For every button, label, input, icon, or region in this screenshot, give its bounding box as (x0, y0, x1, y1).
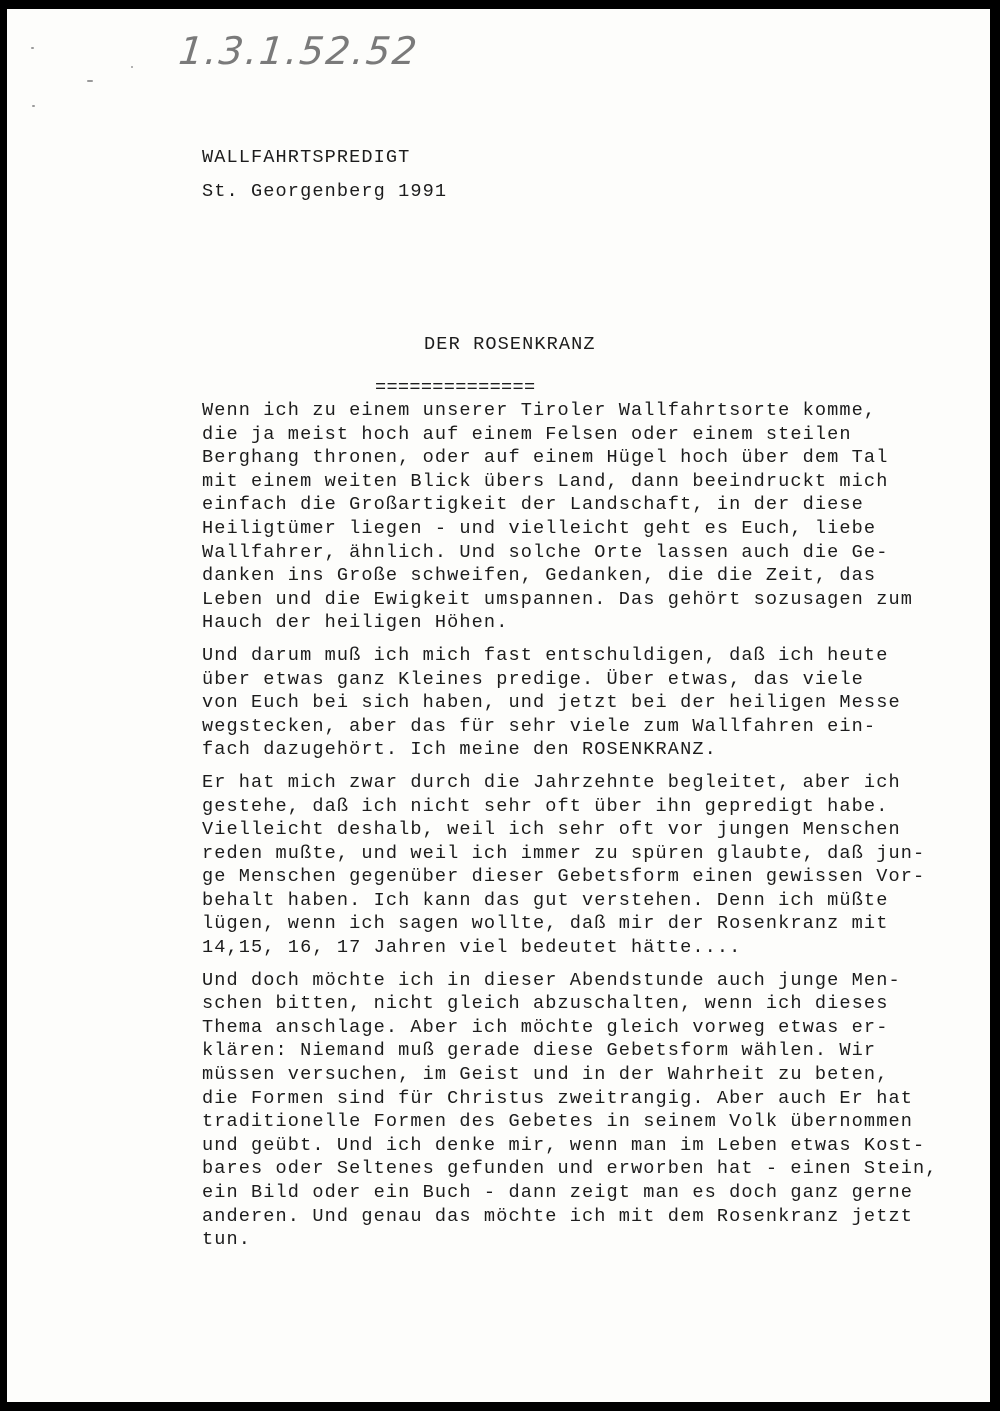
paragraph-1: Wenn ich zu einem unserer Tiroler Wallfahrtsorte komme, die ja meist hoch auf einem Felsen oder einem steilen Berghang thronen, oder auf einem Hügel hoch über dem Tal mit einem weiten Blick übers Land, dann beeindruckt mich einfach die Großartigkeit der Landschaft, in der diese Heiligtümer liegen - und vielleicht geht es Euch, liebe Wallfahrer, ähnlich. Und solche Orte lassen auch die Ge- danken ins Große schweifen, Gedanken, die die Zeit, das Leben und die Ewigkeit umspannen. Das gehört sozusagen zum Hauch der heiligen Höhen. (202, 400, 913, 634)
paper-speck (87, 80, 93, 82)
sermon-place-date: St. Georgenberg 1991 (202, 181, 448, 202)
title-underline: ============== (375, 376, 536, 398)
paragraph-2: Und darum muß ich mich fast entschuldigen, daß ich heute über etwas ganz Kleines predige. Über etwas, das viele von Euch bei sich haben, und jetzt bei der heiligen Messe wegstecken, aber das für sehr viele zum Wallfahren ein- fach dazugehört. Ich meine den ROSENKRANZ. (202, 644, 901, 761)
sermon-body (202, 399, 962, 1261)
paragraph-3: Er hat mich zwar durch die Jahrzehnte begleitet, aber ich gestehe, daß ich nicht sehr oft über ihn gepredigt habe. Vielleicht deshalb, weil ich sehr oft vor jungen Menschen reden mußte, und weil ich immer zu spüren glaubte, daß jun- ge Menschen gegenüber dieser Gebetsform einen gewissen Vor- behalt haben. Ich kann das gut verstehen. Denn ich müßte lügen, wenn ich sagen wollte, daß mir der Rosenkranz mit 14,15, 16, 17 Jahren viel bedeutet hätte.... (202, 771, 926, 959)
paper-speck (131, 66, 133, 68)
paragraph-4: Und doch möchte ich in dieser Abendstunde auch junge Men- schen bitten, nicht gleich abzuschalten, wenn ich dieses Thema anschlage. Aber ich möchte gleich vorweg etwas er- klären: Niemand muß gerade diese Gebetsform wählen. Wir müssen versuchen, im Geist und in der Wahrheit zu beten, die Formen sind für Christus zweitrangig. Aber auch Er hat traditionelle Formen des Gebetes in seinem Volk übernommen und geübt. Und ich denke mir, wenn man im Leben etwas Kost- bares oder Seltenes gefunden und erworben hat - einen Stein, ein Bild oder ein Buch - dann zeigt man es doch ganz gerne anderen. Und genau das möchte ich mit dem Rosenkranz jetzt tun. (202, 969, 938, 1251)
sermon-type-heading: WALLFAHRTSPREDIGT (202, 147, 411, 168)
paper-speck (32, 105, 35, 107)
paper-speck (31, 47, 34, 49)
document-page (7, 9, 990, 1402)
sermon-title: DER ROSENKRANZ (424, 333, 596, 355)
archive-number-handwritten: 1.3.1.52.52 (176, 29, 421, 73)
